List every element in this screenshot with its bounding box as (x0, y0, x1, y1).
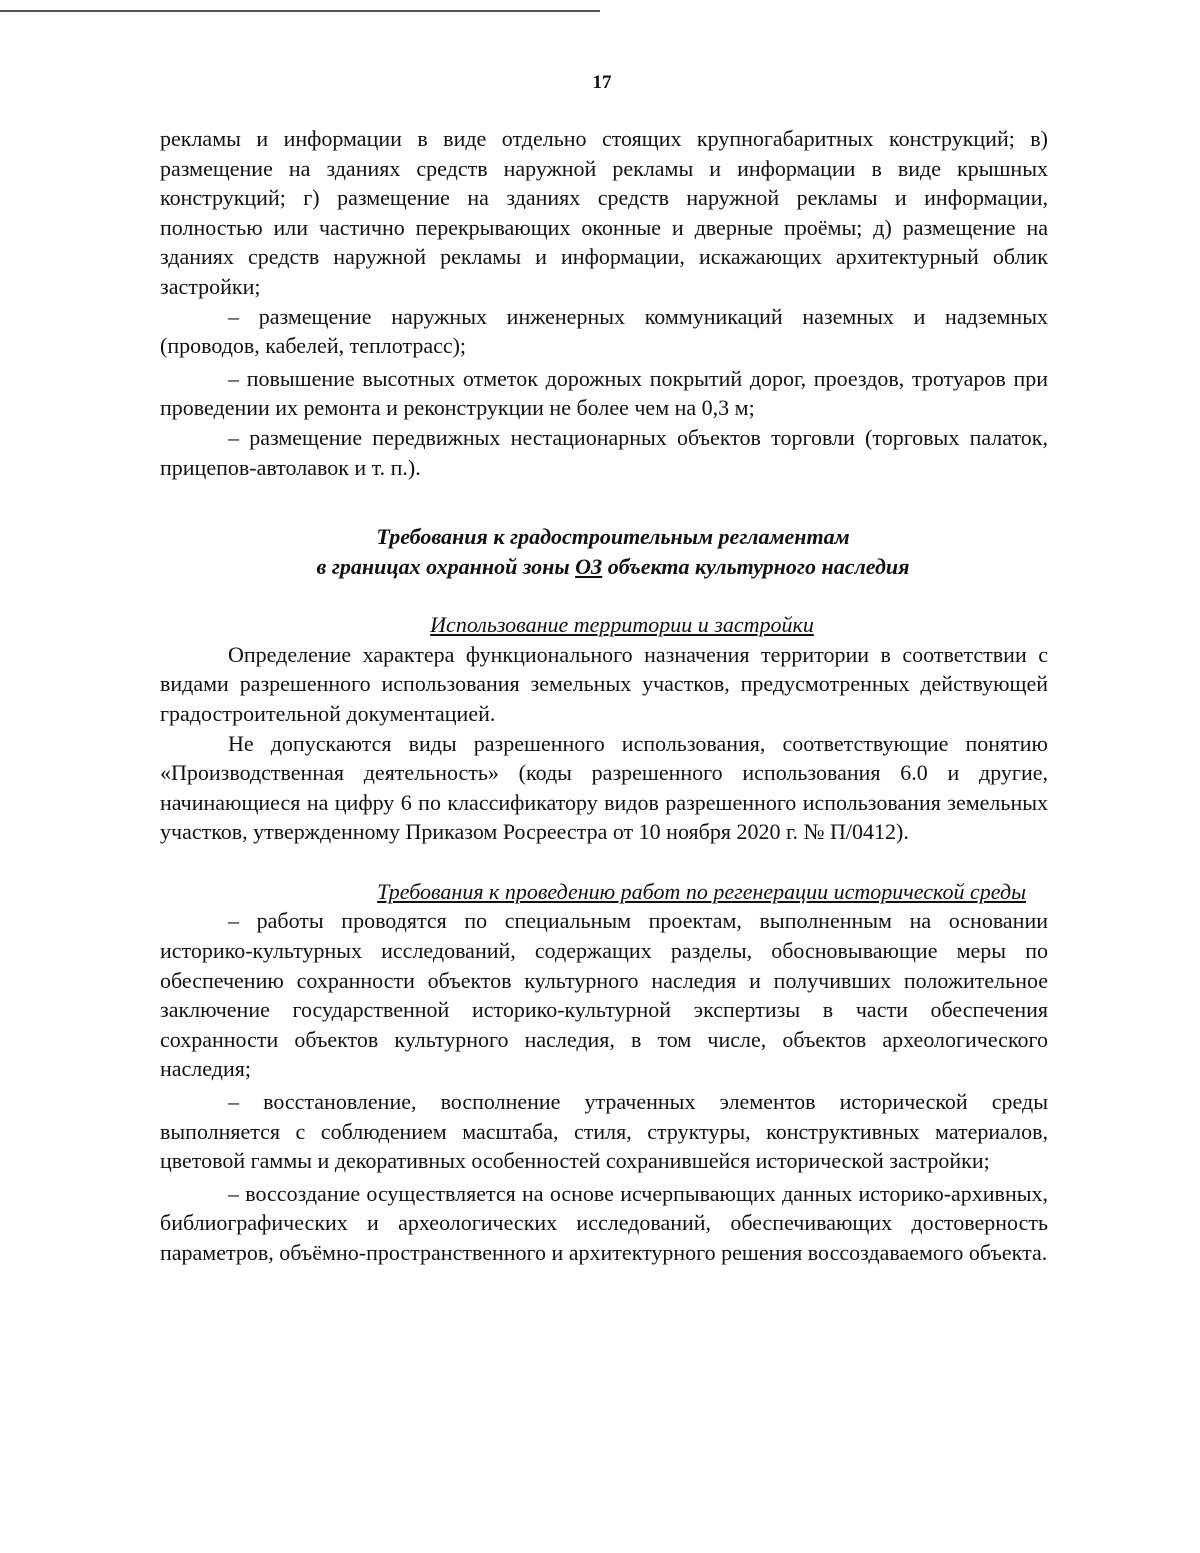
paragraph-special-projects: – работы проводятся по специальным проектам, выполненным на основании историко-культурных исследований, содержащих разделы, обосновывающие меры по обеспечению сохранности объектов культурного наследия и получивших положительное заключение государственной историко-культурной экспертизы в части обеспечения сохранности объектов культурного наследия, в том числе, объектов археологического наследия; (160, 908, 1048, 1082)
section-title-line-1: Требования к градостроительным регламентам (376, 524, 850, 550)
subsection-heading-land-use: Использование территории и застройки (430, 612, 814, 638)
scan-edge-line (0, 10, 600, 12)
document-body (160, 124, 1048, 1268)
paragraph-land-use-definition: Определение характера функционального назначения территории в соответствии с видами разрешенного использования земельных участков, предусмотренных действующей градостроительной документацией. (160, 641, 1048, 726)
page-number: 17 (592, 72, 612, 93)
section-title-line-2 (178, 552, 1048, 582)
paragraph-mobile-trade: – размещение передвижных нестационарных объектов торговли (торговых палаток, прицепов-автолавок и т. п.). (160, 424, 1048, 480)
subsection-heading-regeneration: Требования к проведению работ по регенерации исторической среды (377, 878, 1026, 904)
paragraph-prohibited-uses: Не допускаются виды разрешенного использования, соответствующие понятию «Производственная деятельность» (коды разрешенного использования 6.0 и другие, начинающиеся на цифру 6 по классификатору видов разрешенного использования земельных участков, утвержденному Приказом Росреестра от 10 ноября 2020 г. № П/0412). (160, 730, 1048, 845)
paragraph-advertising-continuation: рекламы и информации в виде отдельно стоящих крупногабаритных конструкций; в) размещение на зданиях средств наружной рекламы и информации в виде крышных конструкций; г) размещение на зданиях средств наружной рекламы и информации, полностью или частично перекрывающих оконные и дверные проёмы; д) размещение на зданиях средств наружной рекламы и информации, искажающих архитектурный облик застройки; (160, 126, 1048, 299)
section-title (160, 522, 1048, 582)
paragraph-recreation: – воссоздание осуществляется на основе исчерпывающих данных историко-архивных, библиографических и археологических исследований, обеспечивающих достоверность параметров, объёмно-пространственного и архитектурного решения воссоздаваемого объекта. (160, 1180, 1048, 1265)
zone-code: ОЗ (575, 554, 603, 580)
section-title-line-2-start: в границах охранной зоны (316, 554, 576, 580)
paragraph-restoration: – восстановление, восполнение утраченных элементов исторической среды выполняется с соблюдением масштаба, стиля, структуры, конструктивных материалов, цветовой гаммы и декоративных особенностей сохранившейся исторической застройки; (160, 1089, 1048, 1174)
paragraph-utilities: – размещение наружных инженерных коммуникаций наземных и надземных (проводов, кабелей, теплотрасс); (160, 303, 1048, 359)
paragraph-road-levels: – повышение высотных отметок дорожных покрытий дорог, проездов, тротуаров при проведении их ремонта и реконструкции не более чем на 0,3 м; (160, 365, 1048, 421)
section-title-line-2-end: объекта культурного наследия (602, 554, 910, 580)
